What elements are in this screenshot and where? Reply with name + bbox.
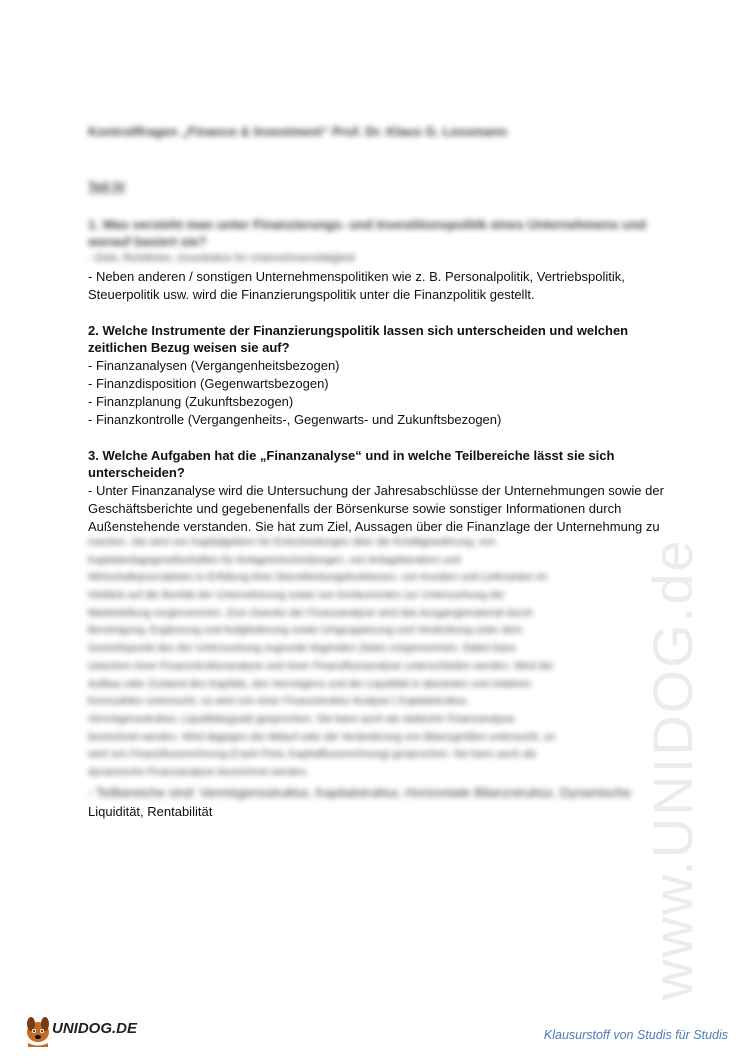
- q2-item: - Finanzkontrolle (Vergangenheits-, Gegenwarts- und Zukunftsbezogen): [88, 412, 502, 427]
- q3-answer-line: Außenstehende verstanden. Sie hat zum Ziel, Aussagen über die Finanzlage der Unternehmung zu: [88, 519, 660, 534]
- q2-question-line1: 2. Welche Instrumente der Finanzierungspolitik lassen sich unterscheiden und welchen: [88, 323, 629, 338]
- q1-answer-line2: Steuerpolitik usw. wird die Finanzierungspolitik unter die Finanzpolitik gestellt.: [88, 287, 535, 302]
- q3-answer-line: - Unter Finanzanalyse wird die Untersuchung der Jahresabschlüsse der Unternehmungen sowie der: [88, 483, 664, 498]
- blurred-line: Marktstellung vorgenommen. Zum Zwecke der Finanzanalyse wird das Ausgangsmaterial durch: [88, 606, 533, 619]
- blurred-line: machen. Sie wird von Kapitalgebern für Entscheidungen über die Kreditgewährung, von: [88, 536, 496, 548]
- blurred-line: Hinblick auf die Bonität der Unternehmung sowie von Konkurrenten zur Untersuchung der: [88, 589, 505, 602]
- footer-tagline: Klausurstoff von Studis für Studis: [543, 1028, 728, 1042]
- q3-question-line2: unterscheiden?: [88, 465, 185, 480]
- blurred-line: Aufbau oder Zustand des Kapitals, des Vermögens und der Liquidität in absoluten und relativen: [88, 677, 532, 690]
- blurred-line: bezeichnet werden. Wird dagegen der Ablauf oder die Veränderung von Bilanzgrößen untersucht, so: [88, 730, 555, 743]
- q2-item: - Finanzplanung (Zukunftsbezogen): [88, 394, 294, 409]
- logo-text: UNIDOG.DE: [52, 1020, 138, 1037]
- q3-teilbereiche-blurred: - Teilbereiche sind: Vermögensstruktur, Kapitalstruktur, Horizontale Bilanzstruktur, Dynamische: [88, 785, 632, 800]
- blurred-line: zwischen einer Finanzstrukturanalyse und einer Finanzflussanalyse unterschieden werden. Wird der: [88, 659, 554, 672]
- blurred-line: Kennzahlen untersucht, so wird von einer Finanzstruktur Analyse ( Kapitalstruktur,: [88, 695, 469, 708]
- blurred-line: Bereinigung, Ergänzung und Aufgliederung sowie Umgruppierung und Verdichtung unter dem: [88, 624, 523, 637]
- blurred-line: dynamische Finanzanalyse bezeichnet werden.: [88, 765, 309, 778]
- q2-item: - Finanzdisposition (Gegenwartsbezogen): [88, 376, 329, 391]
- q1-question-line1: 1. Was versteht man unter Finanzierungs- und Investitionspolitik eines Unternehmens und: [88, 217, 646, 232]
- blurred-line: Vermögensstruktur, Liquiditätsgrad) gesprochen. Sie kann auch als statische Finanzanalyse: [88, 712, 515, 725]
- q3-answer-line: Geschäftsberichte und gegebenenfalls der Börsenkurse sowie sonstiger Informationen durch: [88, 501, 622, 516]
- q3-teilbereiche-end: Liquidität, Rentabilität: [88, 804, 213, 819]
- blurred-line: Kapitalanlagegesellschaften für Anlageentscheidungen, von Anlageberatern und: [88, 553, 461, 566]
- q1-answer-blurred: - Ziele, Richtlinien, Grundsätze für Unternehmenstätigkeit: [88, 252, 355, 264]
- document-title: Kontrollfragen „Finance & Investment“ Prof. Dr. Klaus G. Lessmann: [88, 124, 507, 139]
- q2-item: - Finanzanalysen (Vergangenheitsbezogen): [88, 358, 340, 373]
- q1-question-line2: worauf basiert sie?: [88, 234, 207, 249]
- part-heading: Teil IV: [88, 179, 126, 194]
- watermark: www.UNIDOG.de: [641, 538, 704, 1000]
- q3-question-line1: 3. Welche Aufgaben hat die „Finanzanalyse“ und in welche Teilbereiche lässt sie sich: [88, 448, 615, 463]
- blurred-line: Wirtschaftsjournalisten in Erfüllung ihrer Dienstleistungsfunktionen, von Kunden und Lieferanten im: [88, 571, 548, 584]
- blurred-line: Gesichtspunkt des der Untersuchung zugrunde liegenden Zieles vorgenommen. Dabei kann: [88, 642, 516, 655]
- q3-blurred-paragraph: [88, 536, 555, 784]
- q1-answer-line1: - Neben anderen / sonstigen Unternehmenspolitiken wie z. B. Personalpolitik, Vertriebspolitik,: [88, 269, 625, 284]
- blurred-line: wird von Finanzflussrechnung (Cash-Flow, Kapitalflussrechnung) gesprochen. Sie kann auch als: [88, 748, 537, 761]
- q2-question-line2: zeitlichen Bezug weisen sie auf?: [88, 340, 290, 355]
